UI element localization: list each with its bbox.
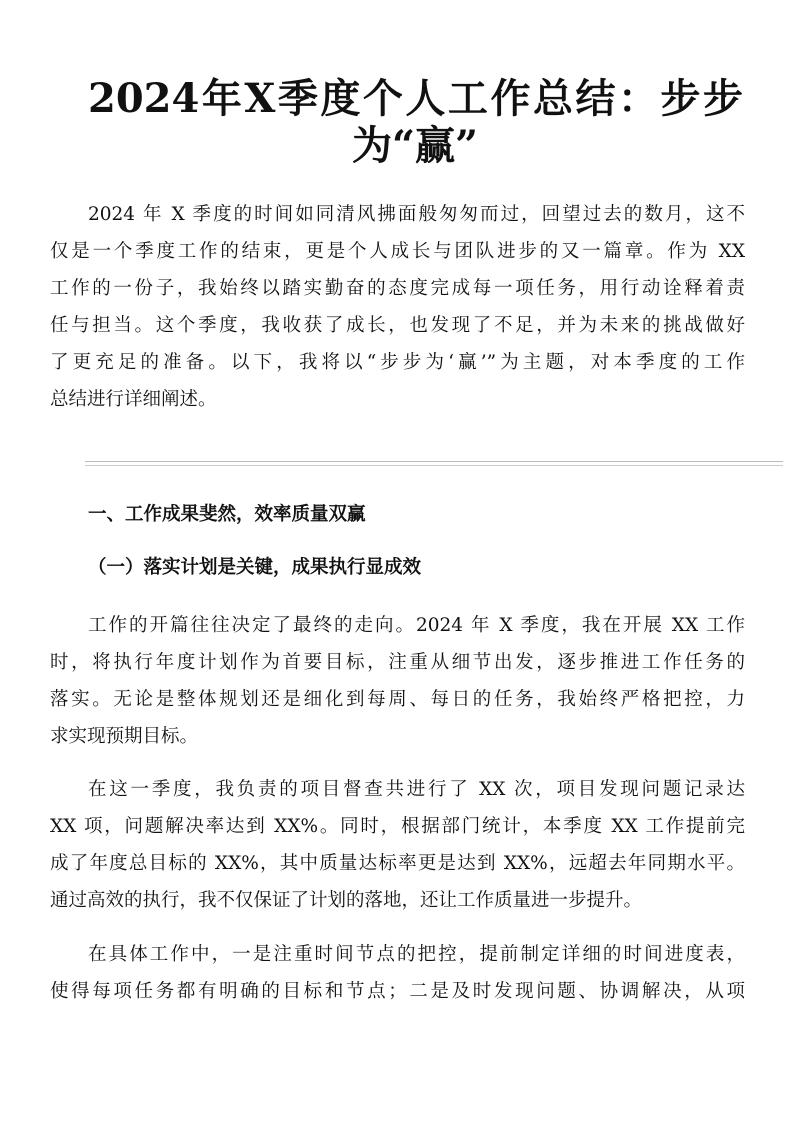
text-line: 任与担当。这个季度，我收获了成长，也发现了不足，并为未来的挑战做好 [50,315,745,336]
text-line: 通过高效的执行，我不仅保证了计划的落地，还让工作质量进一步提升。 [50,890,643,911]
text-line: 成了年度总目标的 XX%，其中质量达标率更是达到 XX%，远超去年同期水平。 [50,853,745,874]
text-line: 在具体工作中，一是注重时间节点的把控，提前制定详细的时间进度表， [88,944,745,965]
text-line: XX 项，问题解决率达到 XX%。同时，根据部门统计，本季度 XX 工作提前完 [50,816,745,837]
text-line: 总结进行详细阐述。 [50,389,217,410]
text-line: 工作的一份子，我始终以踏实勤奋的态度完成每一项任务，用行动诠释着责 [50,278,745,299]
section-heading: 一、工作成果斐然，效率质量双赢 [88,504,366,525]
text-line: 仅是一个季度工作的结束，更是个人成长与团队进步的又一篇章。作为 XX [50,241,745,262]
subsection-heading: （一）落实计划是关键，成果执行显成效 [88,557,422,578]
text-line: 在这一季度，我负责的项目督查共进行了 XX 次，项目发现问题记录达 [88,779,745,800]
text-line: 时，将执行年度计划作为首要目标，注重从细节出发，逐步推进工作任务的 [50,652,745,673]
document-title-line-1: 2024年X季度个人工作总结：步步 [88,75,743,122]
text-line: 求实现预期目标。 [50,726,199,747]
document-title-line-2: 为“赢” [351,122,478,169]
text-line: 落实。无论是整体规划还是细化到每周、每日的任务，我始终严格把控，力 [50,689,745,710]
text-line: 使得每项任务都有明确的目标和节点；二是及时发现问题、协调解决，从项 [50,981,745,1002]
text-line: 了更充足的准备。以下，我将以“步步为‘赢’”为主题，对本季度的工作 [50,352,745,373]
text-line: 工作的开篇往往决定了最终的走向。2024 年 X 季度，我在开展 XX 工作 [88,615,745,636]
horizontal-divider [85,461,783,466]
text-line: 2024 年 X 季度的时间如同清风拂面般匆匆而过，回望过去的数月，这不 [88,204,745,225]
